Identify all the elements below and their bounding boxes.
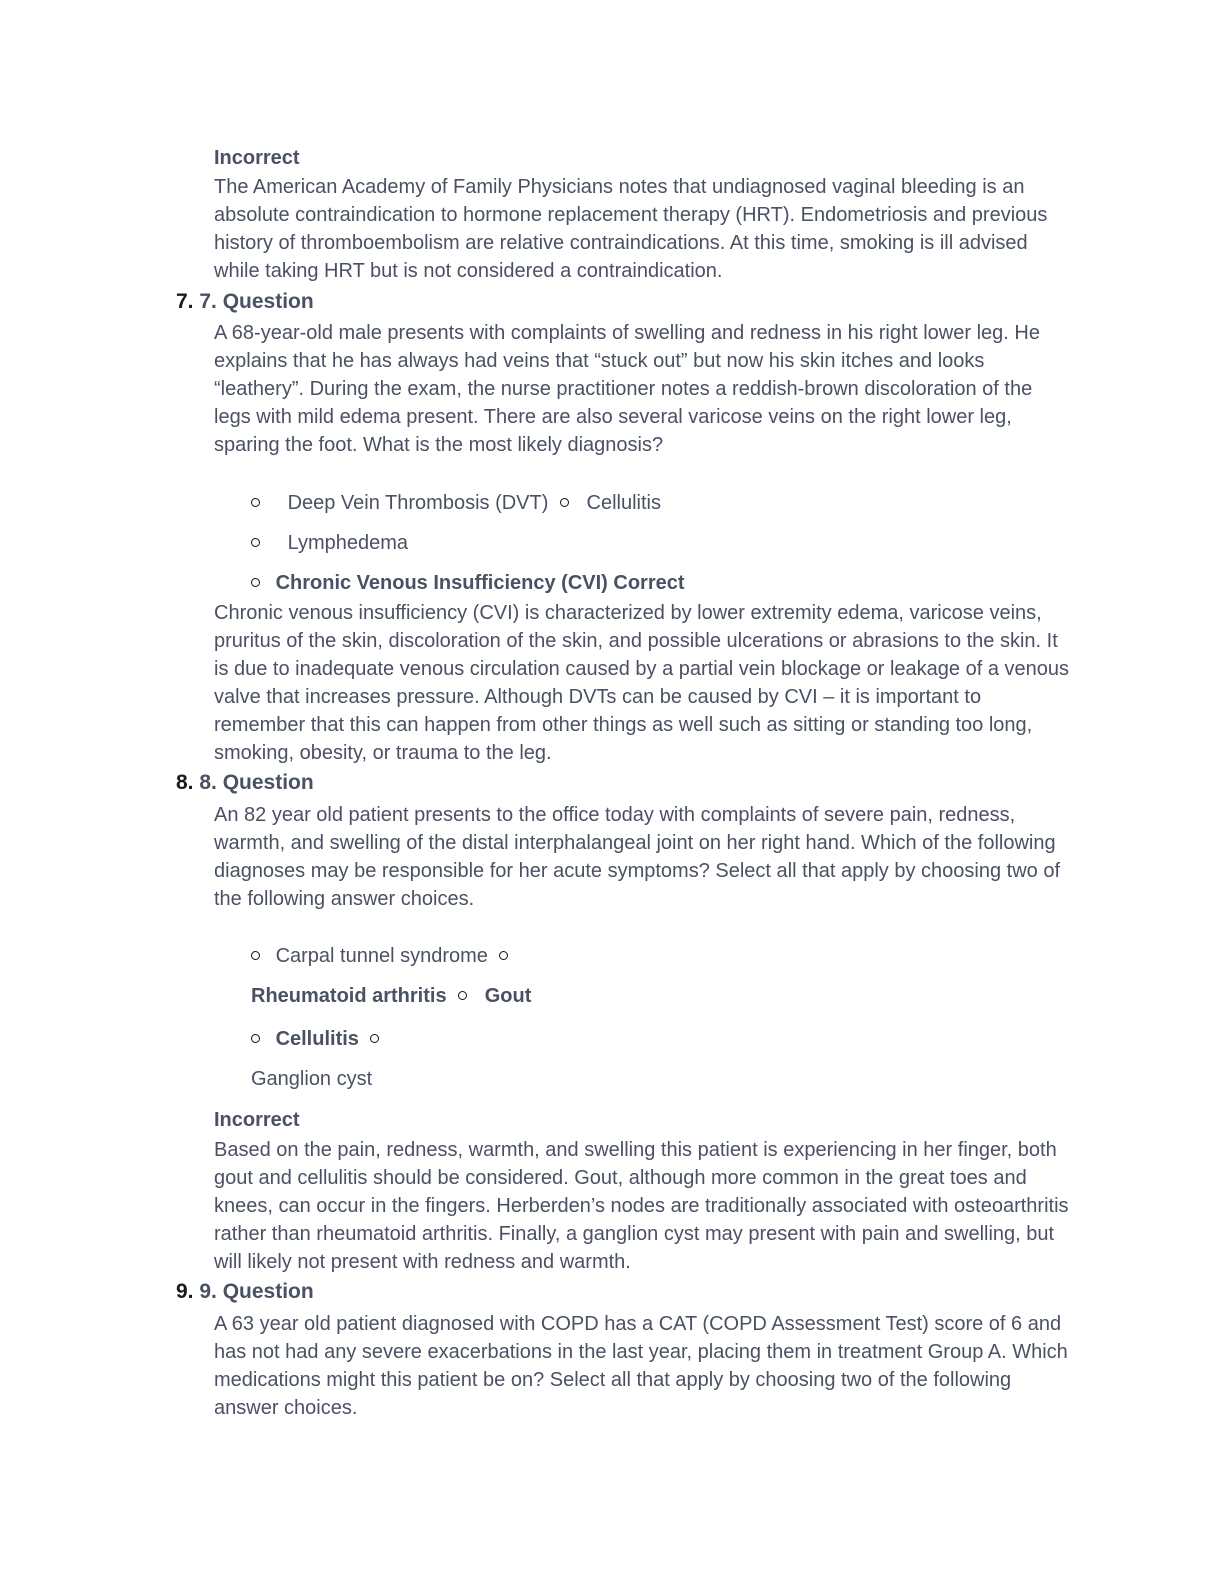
question-prompt: A 63 year old patient diagnosed with COPD has a CAT (COPD Assessment Test) score of 6 and has not had any severe exacerbations in the last year, placing them in treatment Group A. Which medications might this patient be on? Select all that apply by choosing two of the following answer choices. [214, 1313, 1068, 1419]
question-title: 8. Question [199, 771, 314, 794]
option-label: Cellulitis [275, 1028, 359, 1050]
answer-option[interactable] [251, 982, 531, 1010]
answer-option-correct[interactable] [251, 569, 685, 597]
question-title: 7. Question [199, 290, 314, 313]
question-heading [176, 288, 314, 316]
circle-bullet-icon [560, 498, 569, 507]
circle-bullet-icon [251, 951, 260, 960]
question-number: 8. [176, 771, 194, 794]
circle-bullet-icon [251, 578, 260, 587]
question-heading [176, 769, 314, 797]
circle-bullet-icon [499, 951, 508, 960]
option-label: Lymphedema [287, 532, 409, 554]
answer-option[interactable] [251, 1025, 379, 1053]
circle-bullet-icon [458, 991, 467, 1000]
question-heading [176, 1278, 314, 1306]
option-label: Ganglion cyst [251, 1068, 373, 1090]
option-label: Gout [484, 985, 532, 1007]
question-number: 9. [176, 1280, 194, 1303]
answer-explanation: Based on the pain, redness, warmth, and swelling this patient is experiencing in her finger, both gout and cellulitis should be considered. Gout, although more common in the great toes and knees, can occur in the fingers. Herberden’s nodes are traditionally associated with osteoarthritis rather than rheumatoid arthritis. Finally, a ganglion cyst may present with pain and swelling, but will likely not present with redness and warmth. [214, 1139, 1069, 1273]
feedback-label: Incorrect [214, 1109, 300, 1131]
option-label: Chronic Venous Insufficiency (CVI) Correct [275, 572, 685, 594]
answer-option[interactable] [251, 489, 661, 517]
option-label: Deep Vein Thrombosis (DVT) [287, 492, 549, 514]
circle-bullet-icon [370, 1034, 379, 1043]
answer-option[interactable] [251, 529, 408, 557]
question-number: 7. [176, 290, 194, 313]
circle-bullet-icon [251, 498, 260, 507]
circle-bullet-icon [251, 1034, 260, 1043]
question-prompt: An 82 year old patient presents to the office today with complaints of severe pain, redness, warmth, and swelling of the distal interphalangeal joint on her right hand. Which of the following diagnoses may be responsible for her acute symptoms? Select all that apply by choosing two of the following answer choices. [214, 804, 1061, 910]
feedback-label: Incorrect [214, 147, 300, 169]
circle-bullet-icon [251, 538, 260, 547]
answer-option[interactable] [251, 1065, 372, 1093]
option-label: Rheumatoid arthritis [251, 985, 447, 1007]
option-label: Carpal tunnel syndrome [275, 945, 488, 967]
question-prompt: A 68-year-old male presents with complaints of swelling and redness in his right lower leg. He explains that he has always had veins that “stuck out” but now his skin itches and looks “leathery”. During the exam, the nurse practitioner notes a reddish-brown discoloration of the legs with mild edema present. There are also several varicose veins on the right lower leg, sparing the foot. What is the most likely diagnosis? [214, 322, 1040, 456]
answer-option[interactable] [251, 942, 508, 970]
option-label: Cellulitis [586, 492, 661, 514]
question-title: 9. Question [199, 1280, 314, 1303]
answer-explanation: Chronic venous insufficiency (CVI) is characterized by lower extremity edema, varicose veins, pruritus of the skin, discoloration of the skin, and possible ulcerations or abrasions to the skin. It is due to inadequate venous circulation caused by a partial vein blockage or leakage of a venous valve that increases pressure. Although DVTs can be caused by CVI – it is important to remember that this can happen from other things as well such as sitting or standing too long, smoking, obesity, or trauma to the leg. [214, 602, 1070, 764]
feedback-text: The American Academy of Family Physicians notes that undiagnosed vaginal bleeding is an absolute contraindication to hormone replacement therapy (HRT). Endometriosis and previous history of thromboembolism are relative contraindications. At this time, smoking is ill advised while taking HRT but is not considered a contraindication. [214, 176, 1048, 282]
